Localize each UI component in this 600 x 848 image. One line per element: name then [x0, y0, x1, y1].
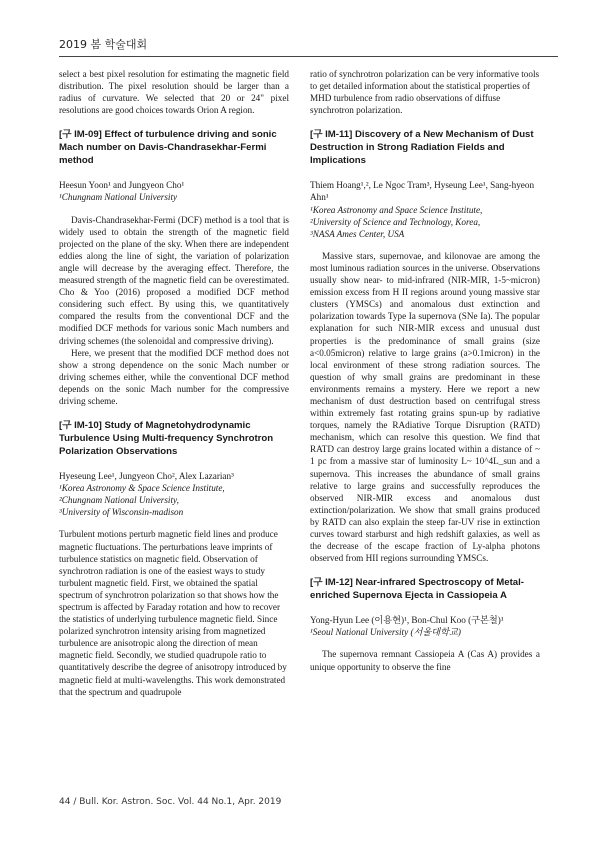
affiliation-im10-3: ³University of Wisconsin-madison [59, 507, 184, 518]
abstract-paragraph-im12: The supernova remnant Cassiopeia A (Cas A) provides a unique opportunity to observe the fine [310, 649, 540, 672]
abstract-paragraph-im10: Turbulent motions perturb magnetic field lines and produce magnetic fluctuations. The perturbations leave imprints of turbulence statistics on magnetic field. Observation of synchrotron radiation is one of the easiest ways to study turbulent magnetic field. First, we obtained the spatial spectrum of synchrotron polarization so that shows how the spectrum is affected by Faraday rotation and how to recover the statistics of underlying turbulence magnetic field. Since polarized synchrotron intensity arising from magnetized turbulence are anisotropic along the direction of mean magnetic field. Secondly, we studied quadrupole ratio to quantitatively describe the degree of anisotropy introduced by magnetic field at multi-wavelengths. This work demonstrated that the spectrum and quadrupole [59, 529, 287, 697]
intro-paragraph: select a best pixel resolution for estimating the magnetic field distribution. The pixel resolution should be larger than a radius of curvature. We selected that 20 or 24" pixel resolutions are good choices towards Orion A region. [59, 69, 289, 116]
continued-paragraph: ratio of synchrotron polarization can be very informative tools to get detailed information about the statistical properties of MHD turbulence from radio observations of diffuse synchrotron polarization. [310, 69, 540, 116]
header-rule [59, 56, 558, 57]
affiliation-im12: ¹Seoul National University (서울대학교) [310, 627, 461, 638]
abstract-title-im10: [구 IM-10] Study of Magnetohydrodynamic Turbulence Using Multi-frequency Synchrotron Polarization Observations [59, 420, 274, 458]
affiliation-im11-3: ³NASA Ames Center, USA [310, 228, 405, 239]
abstract-paragraph-im11: Massive stars, supernovae, and kilonovae are among the most luminous radiation sources in the universe. Observations usually show near- to mid-infrared (NIR-MIR, 1-5~micron) emission excess from H II regions around young massive star clusters (YMSCs) and anomalous dust extinction and polarization towards Type Ia supernova (SNe Ia). The popular explanation for such NIR-MIR excess and unusual dust properties is the predominance of small grains (size a<0.05micron) relative to large grains (a>0.1micron) in the local environment of these strong radiation sources. The question of why small grains are predominant in these environments remains a mystery. Here we report a new mechanism of dust destruction based on centrifugal stress within extremely fast rotating grains spun-up by radiative torques, namely the RAdiative Torque Disruption (RATD) mechanism, which can resolve this question. We find that RATD can destroy large grains located within a distance of ~ 1 pc from a massive star of luminosity L~ 10^4L_sun and a supernova. This increases the abundance of small grains relative to large grains and successfully reproduces the observed NIR-MIR excess and anomalous dust extinction/polarization. We show that small grains produced by RATD can also explain the steep far-UV rise in extinction curves toward starburst and high redshift galaxies, as well as the decrease of the escape fraction of Ly-alpha photons observed from HII regions surrounding YMSCs. [310, 250, 540, 564]
affiliation-im11-1: ¹Korea Astronomy and Space Science Institute, [310, 204, 483, 215]
affiliation-im09: ¹Chungnam National University [59, 192, 178, 203]
affiliation-im11-2: ²University of Science and Technology, Korea, [310, 216, 481, 227]
authors-im12: Yong-Hyun Lee (이용현)¹, Bon-Chul Koo (구본철)¹ [310, 615, 504, 626]
left-column [59, 68, 289, 698]
abstract-title-im11: [구 IM-11] Discovery of a New Mechanism of Dust Destruction in Strong Radiation Fields and Implications [310, 129, 534, 167]
authors-im09: Heesun Yoon¹ and Jungyeon Cho¹ [59, 180, 185, 191]
abstract-paragraph-im09-2: Here, we present that the modified DCF method does not show a strong dependence on the sonic Mach number or driving schemes either, while the conventional DCF method depends on the sonic Mach number for the compressive driving scheme. [59, 347, 289, 406]
affiliation-im10-1: ¹Korea Astronomy & Space Science Institute, [59, 483, 225, 494]
page-footer: 44 / Bull. Kor. Astron. Soc. Vol. 44 No.1, Apr. 2019 [59, 797, 282, 807]
abstract-title-im09: [구 IM-09] Effect of turbulence driving and sonic Mach number on Davis-Chandrasekhar-Fermi method [59, 129, 277, 167]
authors-im10: Hyeseung Lee¹, Jungyeon Cho², Alex Lazarian³ [59, 471, 234, 482]
authors-im11: Thiem Hoang¹,², Le Ngoc Tram³, Hyseung Lee¹, Sang-hyeon Ahn¹ [310, 180, 535, 203]
abstract-paragraph-im09-1: Davis-Chandrasekhar-Fermi (DCF) method is a tool that is widely used to obtain the strength of the magnetic field projected on the plane of the sky. When there are independent eddies along the line of sight, the variation of polarization angle will decrease by the averaging effect. Therefore, the measured strength of the magnetic field can be overestimated. Cho & Yoo (2016) proposed a modified DCF method considering such effect. By using this, we quantitatively compared the results from the conventional DCF and the modified DCF methods for various sonic Mach numbers and driving schemes (the solenoidal and compressive driving). [59, 214, 289, 346]
right-column [310, 68, 540, 673]
running-head: 2019 봄 학술대회 [59, 38, 148, 51]
abstract-title-im12: [구 IM-12] Near-infrared Spectroscopy of Metal-enriched Supernova Ejecta in Cassiopeia A [310, 577, 524, 602]
affiliation-im10-2: ²Chungnam National University, [59, 495, 179, 506]
